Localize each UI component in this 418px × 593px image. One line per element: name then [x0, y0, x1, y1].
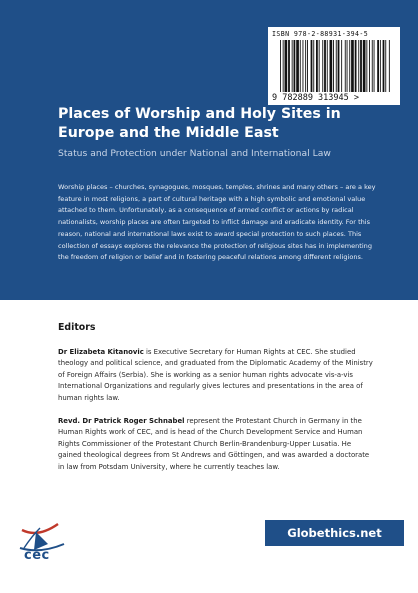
book-subtitle: Status and Protection under National and International Law — [58, 148, 331, 159]
editors-heading: Editors — [58, 322, 96, 333]
book-description: Worship places – churches, synagogues, mosques, temples, shrines and many others – are a key feature in most religions, a part of cultural heritage with a high symbolic and emotional value attached to them. Unfortunately, as a consequence of armed conflict or actions by radical nationalists, worship places are often targeted to inflict damage and eradicate identity. For this reason, national and international laws exist to award special protection to such places. This collection of essays explores the relevance the protection of religious sites has in implementing the freedom of religion or belief and in fostering peaceful relations among different religions. — [58, 183, 376, 262]
editor-name-1: Dr Elizabeta Kitanovic — [58, 348, 144, 356]
isbn-label: ISBN 978-2-88931-394-5 — [272, 30, 369, 38]
editor-bio-text-1: is Executive Secretary for Human Rights at CEC. She studied theology and political science, and graduated from the Diplomatic Academy of the Ministry of Foreign Affairs (Serbia). She is working as a senior human rights advocate vis-a-vis International Organizations and regularly gives lectures and presentations in the area of human rights law. — [58, 348, 373, 402]
cec-logo-text: cec — [24, 548, 50, 563]
editor-bio-2 — [58, 416, 376, 473]
barcode-icon — [278, 40, 392, 92]
barcode-digits: 9 782889 313945 > — [272, 93, 359, 103]
cec-logo-icon — [14, 518, 70, 574]
editor-bio-1 — [58, 347, 376, 404]
editor-bio-text-2: represent the Protestant Church in Germany in the Human Rights work of CEC, and is head of the Church Development Service and Human Rights Commissioner of the Protestant Church Berlin-Brandenburg-Upper Lusatia. He gained theological degrees from St Andrews and Göttingen, and was awarded a doctorate in law from Potsdam University, where he currently teaches law. — [58, 417, 370, 471]
book-title: Places of Worship and Holy Sites in Europe and the Middle East — [58, 106, 341, 141]
globethics-logo: Globethics.net — [265, 520, 404, 546]
editor-name-2: Revd. Dr Patrick Roger Schnabel — [58, 417, 185, 425]
isbn-barcode-box — [268, 27, 400, 105]
